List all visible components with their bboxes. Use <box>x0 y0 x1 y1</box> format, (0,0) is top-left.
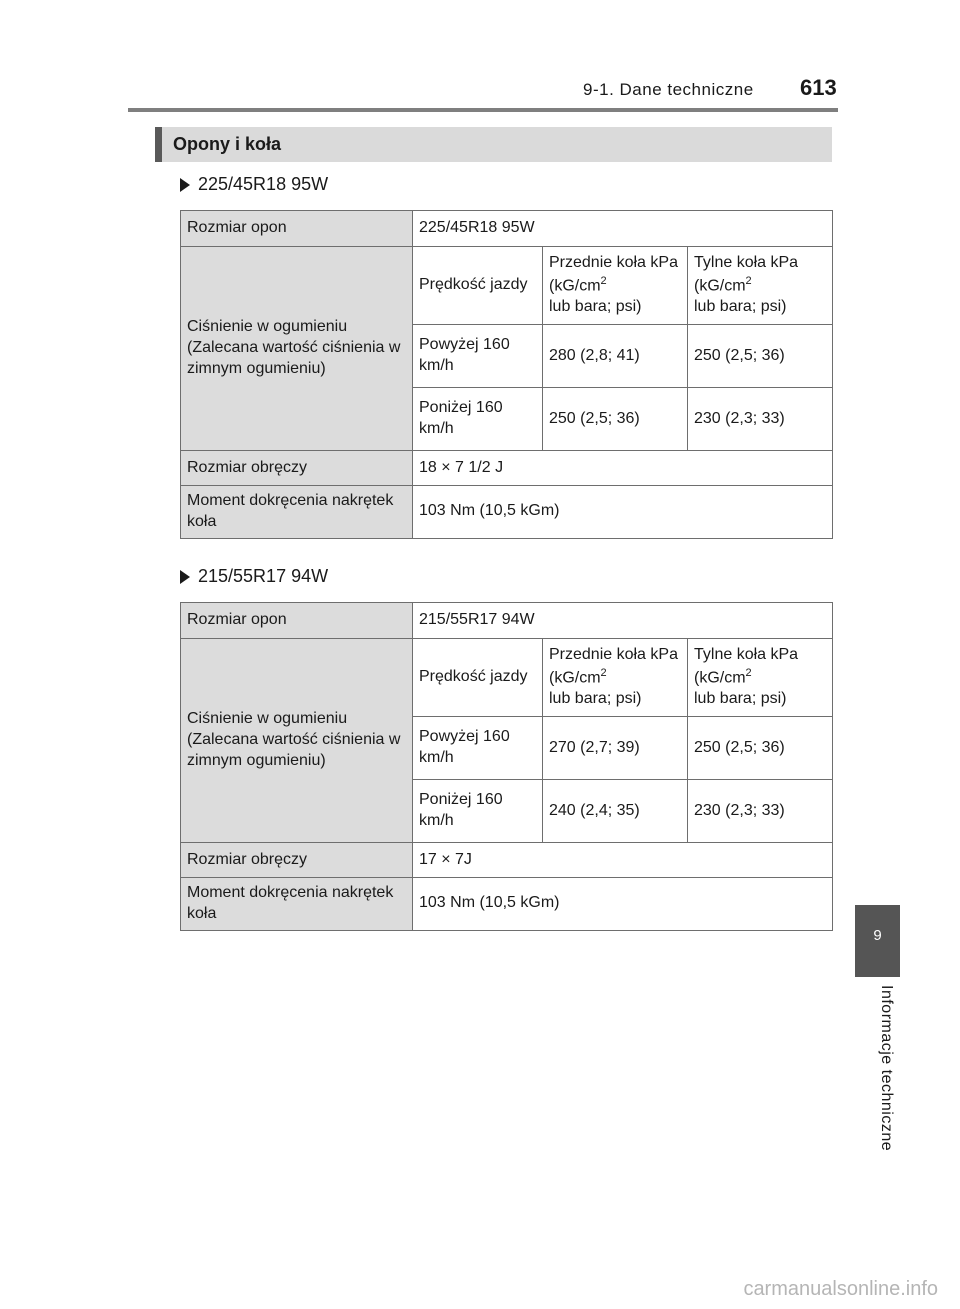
rim-size-label: Rozmiar obręczy <box>181 843 413 878</box>
front-pressure-cell: 270 (2,7; 39) <box>543 717 688 780</box>
chapter-tab[interactable] <box>855 905 900 977</box>
tire-variant-bullet-2 <box>180 566 328 587</box>
header-rule <box>128 108 838 112</box>
speed-cell: Poniżej 160 km/h <box>413 780 543 843</box>
tire-variant-bullet-1 <box>180 174 328 195</box>
front-pressure-cell: 250 (2,5; 36) <box>543 388 688 451</box>
rear-header: Tylne koła kPa ($kG/cm^2$ lub bara; psi) <box>688 639 833 717</box>
speed-header: Prędkość jazdy <box>413 247 543 325</box>
rim-size-value: 17 × 7J <box>413 843 833 878</box>
chapter-number: 9 <box>873 927 882 944</box>
torque-value: 103 Nm (10,5 kGm) <box>413 878 833 931</box>
torque-label: Moment dokręcenia nakrętek koła <box>181 878 413 931</box>
watermark: carmanualsonline.info <box>743 1278 938 1300</box>
rim-size-label: Rozmiar obręczy <box>181 451 413 486</box>
pressure-label: Ciśnienie w ogumieniu (Zalecana wartość ciśnienia w zimnym ogumieniu) <box>181 639 413 843</box>
triangle-bullet-icon <box>180 178 190 192</box>
table-row <box>181 247 833 325</box>
table-row <box>181 486 833 539</box>
table-row <box>181 639 833 717</box>
front-header: Przednie koła kPa ($kG/cm^2$ lub bara; psi) <box>543 639 688 717</box>
tire-variant-label-2: 215/55R17 94W <box>198 566 329 586</box>
tire-size-value: 225/45R18 95W <box>413 211 833 247</box>
front-header: Przednie koła kPa ($kG/cm^2$ lub bara; psi) <box>543 247 688 325</box>
tire-variant-label-1: 225/45R18 95W <box>198 174 329 194</box>
rear-pressure-cell: 230 (2,3; 33) <box>688 780 833 843</box>
section-title-bar <box>155 127 832 162</box>
table-row <box>181 451 833 486</box>
chapter-label: Informacje techniczne <box>878 985 895 1152</box>
tire-size-value: 215/55R17 94W <box>413 603 833 639</box>
tire-size-label: Rozmiar opon <box>181 603 413 639</box>
torque-label: Moment dokręcenia nakrętek koła <box>181 486 413 539</box>
table-row <box>181 211 833 247</box>
rear-pressure-cell: 250 (2,5; 36) <box>688 717 833 780</box>
speed-cell: Powyżej 160 km/h <box>413 325 543 388</box>
table-row <box>181 843 833 878</box>
rear-pressure-cell: 230 (2,3; 33) <box>688 388 833 451</box>
rear-header: Tylne koła kPa ($kG/cm^2$ lub bara; psi) <box>688 247 833 325</box>
triangle-bullet-icon <box>180 570 190 584</box>
header-section-title: 9-1. Dane techniczne <box>583 80 754 99</box>
pressure-label: Ciśnienie w ogumieniu (Zalecana wartość ciśnienia w zimnym ogumieniu) <box>181 247 413 451</box>
speed-header: Prędkość jazdy <box>413 639 543 717</box>
rear-pressure-cell: 250 (2,5; 36) <box>688 325 833 388</box>
torque-value: 103 Nm (10,5 kGm) <box>413 486 833 539</box>
page-number: 613 <box>800 75 837 100</box>
front-pressure-cell: 280 (2,8; 41) <box>543 325 688 388</box>
tire-size-label: Rozmiar opon <box>181 211 413 247</box>
section-title: Opony i koła <box>173 134 282 154</box>
front-pressure-cell: 240 (2,4; 35) <box>543 780 688 843</box>
speed-cell: Poniżej 160 km/h <box>413 388 543 451</box>
table-row <box>181 878 833 931</box>
rim-size-value: 18 × 7 1/2 J <box>413 451 833 486</box>
spec-table-1 <box>180 210 833 539</box>
section-title-accent <box>155 127 162 162</box>
table-row <box>181 603 833 639</box>
speed-cell: Powyżej 160 km/h <box>413 717 543 780</box>
spec-table-2 <box>180 602 833 931</box>
